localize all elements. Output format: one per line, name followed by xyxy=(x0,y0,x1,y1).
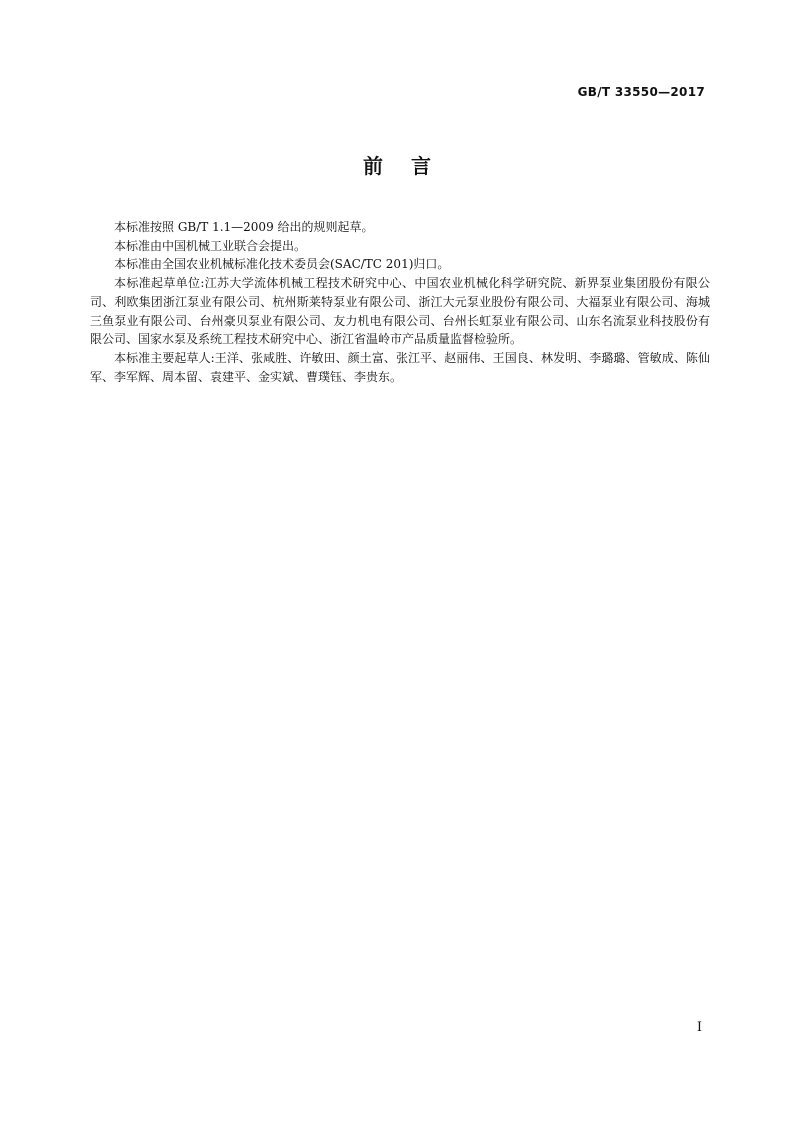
paragraph-drafters: 本标准主要起草人:王洋、张咸胜、许敏田、颜土富、张江平、赵丽伟、王国良、林发明、李璐璐、管敏成、陈仙军、李军辉、周本留、袁建平、金实斌、曹璞钰、李贵东。 xyxy=(90,350,710,384)
paragraph-proposer: 本标准由中国机械工业联合会提出。 xyxy=(114,238,307,253)
paragraph-drafting-rules: 本标准按照 GB/T 1.1—2009 给出的规则起草。 xyxy=(114,220,374,234)
page-number: I xyxy=(696,1020,702,1035)
foreword-body xyxy=(90,218,710,386)
paragraph-committee: 本标准由全国农业机械标准化技术委员会(SAC/TC 201)归口。 xyxy=(114,257,450,272)
standard-number: GB/T 33550—2017 xyxy=(577,85,705,99)
page-title: 前言 xyxy=(363,154,459,178)
paragraph-drafting-units: 本标准起草单位:江苏大学流体机械工程技术研究中心、中国农业机械化科学研究院、新界泵业集团股份有限公司、利欧集团浙江泵业有限公司、杭州斯莱特泵业有限公司、浙江大元泵业股份有限公司、大福泵业有限公司、海城三鱼泵业有限公司、台州豪贝泵业有限公司、友力机电有限公司、台州长虹泵业有限公司、山东名流泵业科技股份有限公司、国家水泵及系统工程技术研究中心、浙江省温岭市产品质量监督检验所。 xyxy=(90,276,710,347)
